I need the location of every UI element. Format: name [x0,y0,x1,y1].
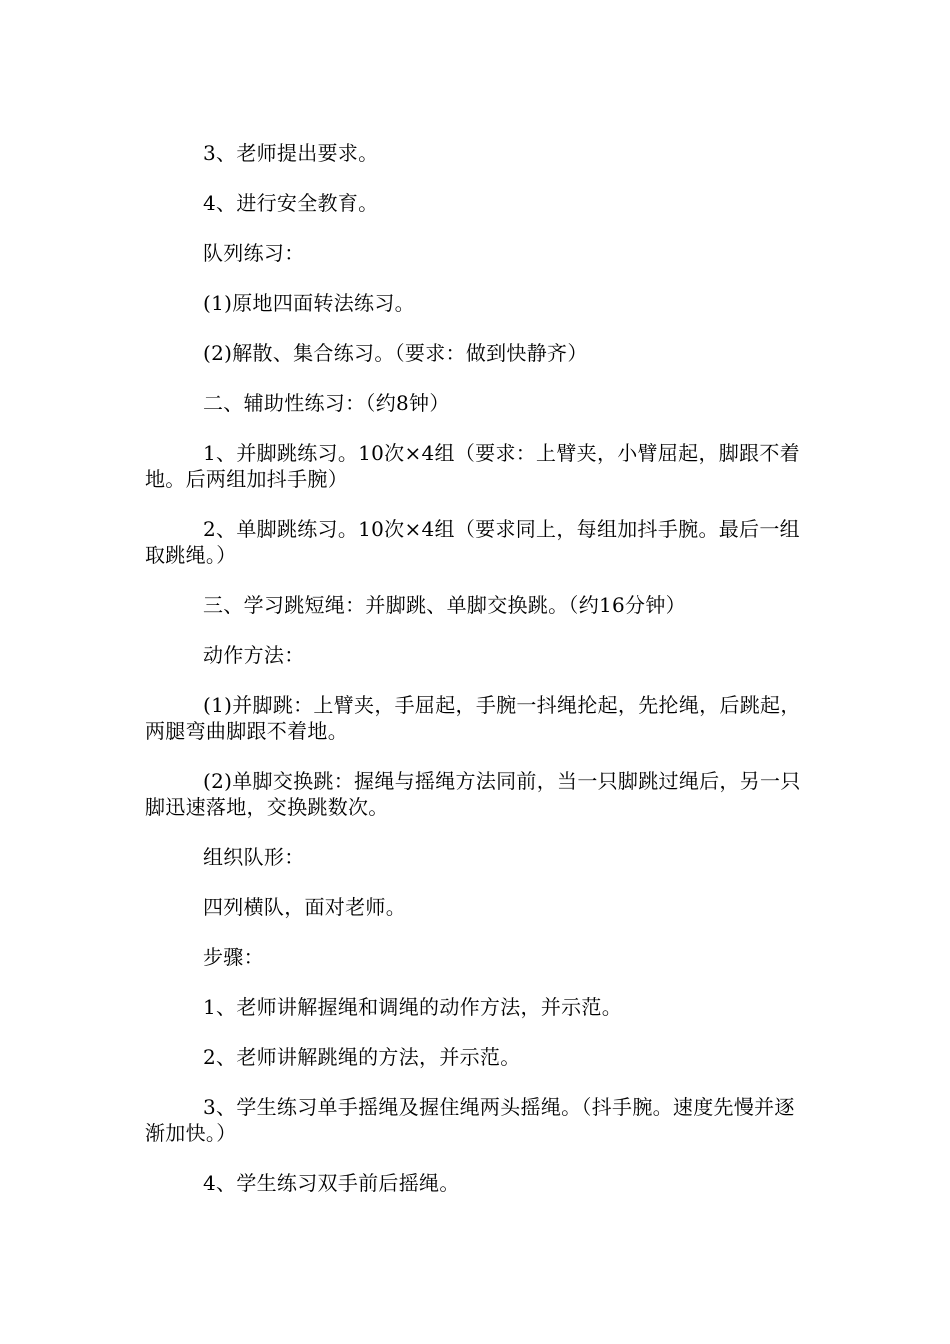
paragraph: 四列横队，面对老师。 [203,895,406,919]
paragraph: 2、单脚跳练习。10次×4组（要求同上，每组加抖手腕。最后一组取跳绳。） [145,517,800,567]
paragraph: 动作方法： [203,643,305,667]
paragraph: (2)解散、集合练习。（要求：做到快静齐） [203,341,588,365]
paragraph: 组织队形： [203,845,305,869]
paragraph: (2)单脚交换跳：握绳与摇绳方法同前，当一只脚跳过绳后，另一只脚迅速落地，交换跳数次。 [145,769,801,819]
paragraph: 3、学生练习单手摇绳及握住绳两头摇绳。（抖手腕。速度先慢并逐渐加快。） [145,1095,795,1145]
paragraph: 队列练习： [203,241,305,265]
paragraph: 二、辅助性练习：（约8钟） [203,391,450,415]
paragraph: 步骤： [203,945,264,969]
paragraph: 4、进行安全教育。 [203,191,379,215]
paragraph: 3、老师提出要求。 [203,141,379,165]
paragraph: (1)原地四面转法练习。 [203,291,415,315]
paragraph: 2、老师讲解跳绳的方法，并示范。 [203,1045,521,1069]
paragraph: (1)并脚跳：上臂夹，手屈起，手腕一抖绳抡起，先抡绳，后跳起，两腿弯曲脚跟不着地。 [145,693,801,743]
paragraph: 1、老师讲解握绳和调绳的动作方法，并示范。 [203,995,623,1019]
paragraph: 三、学习跳短绳：并脚跳、单脚交换跳。（约16分钟） [203,593,686,617]
document-body [145,140,810,1220]
paragraph: 1、并脚跳练习。10次×4组（要求：上臂夹，小臂屈起，脚跟不着地。后两组加抖手腕） [145,441,800,491]
paragraph: 4、学生练习双手前后摇绳。 [203,1171,460,1195]
